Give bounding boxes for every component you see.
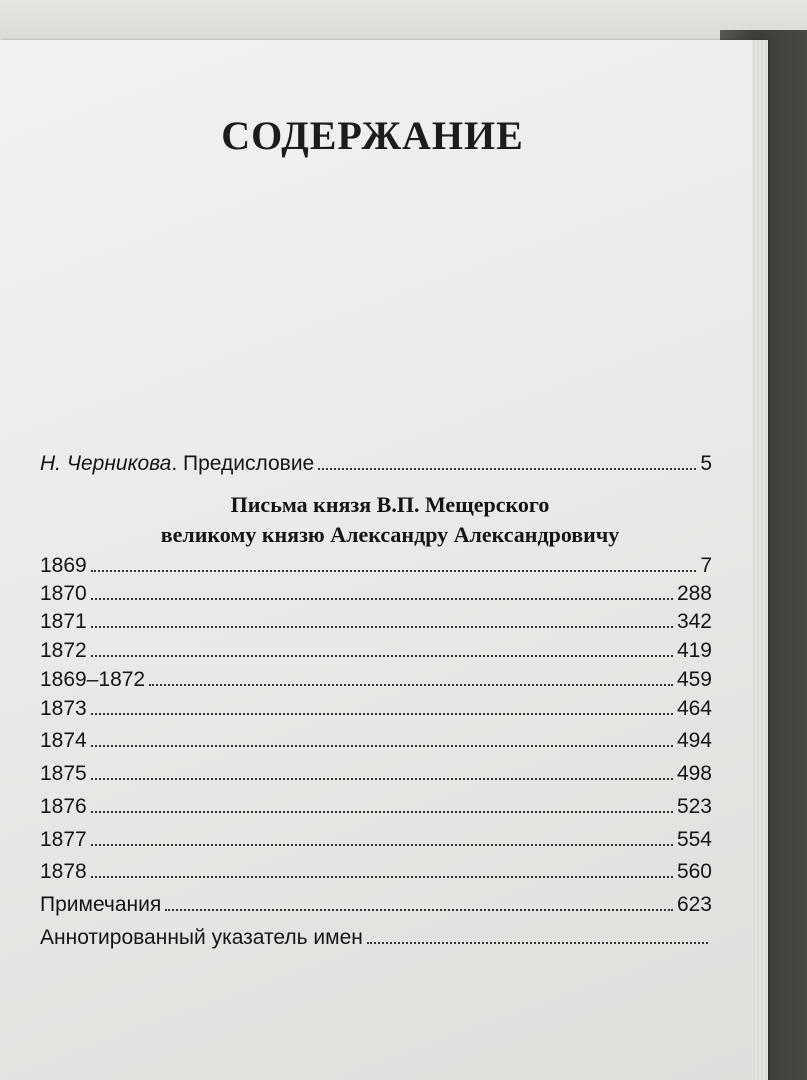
toc-entry-label: 1872	[40, 639, 87, 662]
toc-entry-label: 1869–1872	[40, 668, 146, 691]
toc-row	[40, 795, 712, 819]
toc-row	[40, 729, 712, 753]
toc-entry-page: 288	[676, 582, 712, 605]
toc-row	[40, 668, 712, 692]
toc-entry-label: 1877	[40, 828, 87, 851]
dot-leader	[91, 626, 673, 628]
toc-row	[40, 860, 712, 884]
toc-row	[40, 828, 712, 852]
toc-row	[40, 554, 712, 578]
toc-entry-page: 7	[700, 554, 712, 577]
dot-leader	[318, 468, 696, 470]
toc-row	[40, 582, 712, 606]
dot-leader	[91, 655, 673, 657]
toc-row-preface	[40, 452, 712, 476]
dot-leader	[91, 876, 673, 878]
toc-entry-label: Примечания	[40, 893, 162, 916]
toc-entry-page: 494	[676, 729, 712, 752]
toc-entry-page: 554	[676, 828, 712, 851]
dot-leader	[91, 598, 673, 600]
toc-entry-label: 1875	[40, 762, 87, 785]
toc-entry-page: 523	[676, 795, 712, 818]
toc-row-notes	[40, 893, 712, 917]
toc-row	[40, 697, 712, 721]
toc-entry-label: 1871	[40, 610, 87, 633]
dot-leader	[149, 684, 673, 686]
dot-leader	[91, 570, 697, 572]
preface-label: Предисловие	[183, 452, 315, 475]
preface-separator: .	[171, 452, 184, 475]
background-surface	[0, 0, 807, 40]
page-title: СОДЕРЖАНИЕ	[221, 113, 524, 158]
toc-entry-label: Аннотированный указатель имен	[40, 926, 363, 949]
toc-entry-label: 1878	[40, 860, 87, 883]
toc-entry-page: 498	[676, 762, 712, 785]
toc-entry-label: 1873	[40, 697, 87, 720]
toc-entry-page: 560	[676, 860, 712, 883]
page-stack-edge	[752, 40, 768, 1080]
toc-entry-page: 459	[676, 668, 712, 691]
dot-leader	[91, 811, 673, 813]
toc-row-name-index	[40, 926, 712, 950]
toc-row	[40, 762, 712, 786]
preface-page-number: 5	[700, 452, 712, 475]
section-heading-line-1: Письма князя В.П. Мещерского	[230, 492, 550, 517]
toc-entry-label: 1876	[40, 795, 87, 818]
toc-entry-label: 1874	[40, 729, 87, 752]
toc-entry-page: 419	[676, 639, 712, 662]
dot-leader	[91, 778, 673, 780]
dot-leader	[91, 844, 673, 846]
toc-entry-label: 1869	[40, 554, 87, 577]
toc-row	[40, 639, 712, 663]
toc-entry-label: 1870	[40, 582, 87, 605]
dot-leader	[165, 909, 673, 911]
section-heading-line-2: великому князю Александру Александровичу	[160, 522, 620, 547]
dot-leader	[91, 713, 673, 715]
dot-leader	[91, 745, 673, 747]
preface-author: Н. Черникова	[40, 452, 172, 475]
dot-leader	[367, 942, 708, 944]
toc-entry-page: 623	[676, 893, 712, 916]
toc-entry-page: 342	[676, 610, 712, 633]
toc-row	[40, 610, 712, 634]
toc-entry-page: 464	[676, 697, 712, 720]
